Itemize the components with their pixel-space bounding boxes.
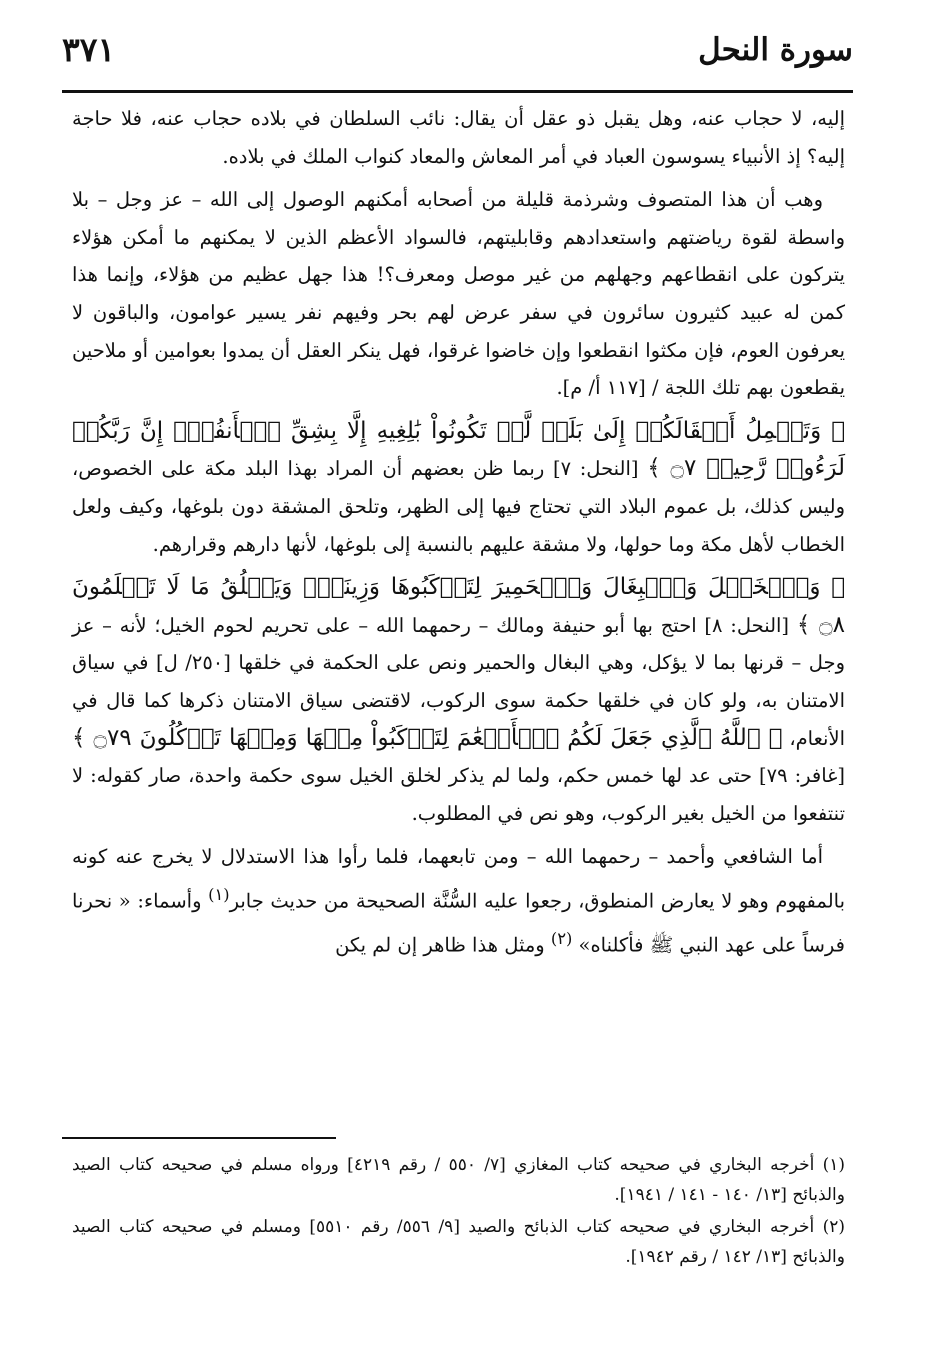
paragraph: وهب أن هذا المتصوف وشرذمة قليلة من أصحابه أمكنهم الوصول إلى الله – عز وجل – بلا واسطة لقوة رياضتهم واستعدادهم وقابليتهم، فالسواد الأعظم الذين لا يمكنهم ما أمكن هؤلاء يتركون على انقطاعهم وجهلهم من غير موصل ومعرف؟! هذا جهل عظيم من هؤلاء، وإنما هذا كمن له عبيد كثيرون سائرون في سفر عرض لهم بحر وفيهم نفر يسير عوامون، والباقون لا يعرفون العوم، فإن مكثوا انقطعوا وإن خاضوا غرقوا، فهل ينكر العقل أن يمدوا بعوامين أو ملاحين يقطعون بهم تلك اللجة / [١١٧ أ/ م]. bbox=[72, 188, 845, 400]
paragraph-text: ومثل هذا ظاهر إن لم يكن bbox=[335, 933, 551, 957]
paragraph-text: أما الشافعي وأحمد – رحمهما الله – ومن تابعهما، فلما رأوا هذا الاستدلال لا يخرج عنه كونه بالمفهوم وهو لا يعارض المنطوق، رجعوا عليه السُّنَّة الصحيحة من حديث جابر bbox=[72, 845, 846, 913]
quran-verse-quoted: ﴿ ٱللَّهُ ٱلَّذِي جَعَلَ لَكُمُ ٱلۡأَنۡعَٰمَ لِتَرۡكَبُواْ مِنۡهَا وَمِنۡهَا تَأۡكُلُونَ ۝٧٩ ﴾ bbox=[72, 724, 783, 751]
footnote-2: (٢) أخرجه البخاري في صحيحه كتاب الذبائح والصيد [٩/ ٥٥٦/ رقم ٥٥١٠] ومسلم في صحيحه كتاب الصيد والذبائح [١٣/ ١٤٢ / رقم ١٩٤٢]. bbox=[72, 1217, 845, 1267]
header-rule bbox=[62, 90, 853, 93]
verse-7-block bbox=[72, 413, 845, 563]
verse-commentary: [النحل: ٧] ربما ظن بعضهم أن المراد بهذا البلد مكة على الخصوص، وليس كذلك، بل عموم البلاد التي تحتاج فيها إلى الظهر، وتلحق المشقة دون بلوغها، وكيف ولعل الخطاب لأهل مكة وما حولها، ولا مشقة عليهم بالنسبة إلى بلوغها، لأنها دارهم وقرارهم. bbox=[72, 457, 845, 556]
main-text bbox=[72, 100, 845, 970]
footnote-ref-1: (١) bbox=[208, 884, 230, 904]
footnote-ref-2: (٢) bbox=[550, 928, 573, 948]
paragraph-text: وأسماء: « نحرنا فرساً على عهد النبي ﷺ فأكلناه» bbox=[72, 889, 845, 957]
verse-commentary: [غافر: ٧٩] حتى عد لها خمس حكم، ولما لم يذكر لخلق الخيل سوى حكمة واحدة، صار كقوله: لا تنتفعوا من الخيل بغير الركوب، وهو نص في المطلوب. bbox=[72, 764, 845, 825]
page-number: ٣٧١ bbox=[62, 30, 116, 69]
paragraph: إليه، لا حجاب عنه، وهل يقبل ذو عقل أن يقال: نائب السلطان في بلاده حجاب عنه، فلا حاجة إليه؟ إذ الأنبياء يسوسون العباد في أمر المعاش والمعاد كنواب الملك في بلاده. bbox=[72, 107, 845, 168]
verse-8-block bbox=[72, 569, 845, 832]
page-header bbox=[62, 28, 853, 86]
quran-verse: ﴿ وَٱلۡخَيۡلَ وَٱلۡبِغَالَ وَٱلۡحَمِيرَ لِتَرۡكَبُوهَا وَزِينَةٗۚ وَيَخۡلُقُ مَا لَا تَعۡلَمُونَ ۝٨ ﴾ bbox=[72, 574, 845, 638]
quran-verse: ﴿ وَتَحۡمِلُ أَثۡقَالَكُمۡ إِلَىٰ بَلَدٖ لَّمۡ تَكُونُواْ بَٰلِغِيهِ إِلَّا بِشِقِّ ٱلۡأَنفُسِۚ إِنَّ رَبَّكُمۡ لَرَءُوفٞ رَّحِيمٞ ۝٧ ﴾ bbox=[72, 417, 846, 482]
footnote-rule bbox=[62, 1137, 336, 1139]
verse-commentary: [النحل: ٨] احتج بها أبو حنيفة ومالك – رحمهما الله – على تحريم لحوم الخيل؛ لأنه – عز وجل – قرنها بما لا يؤكل، وهي البغال والحمير ونص على الحكمة في خلقها [٢٥٠/ ل] في سياق الامتنان به، ولو كان في خلقها حكمة سوى الركوب، لاقتضى سياق الامتنان ذكرها كما قال في الأنعام، bbox=[72, 613, 845, 750]
footnotes bbox=[72, 1150, 845, 1274]
surah-title: سورة النحل bbox=[698, 32, 853, 68]
paragraph bbox=[72, 838, 845, 964]
footnote-1: (١) أخرجه البخاري في صحيحه كتاب المغازي [٧/ ٥٥٠ / رقم ٤٢١٩] ورواه مسلم في صحيحه كتاب الصيد والذبائح [١٣/ ١٤٠ - ١٤١ / ١٩٤١]. bbox=[72, 1155, 846, 1205]
